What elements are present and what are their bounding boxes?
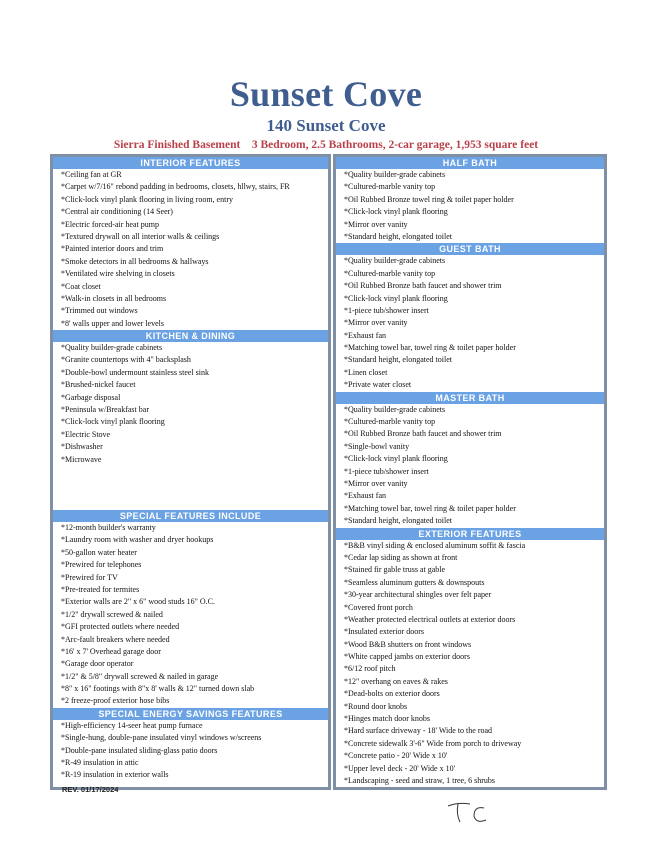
feature-item: *Textured drywall on all interior walls & ceilings [61,231,220,241]
feature-item: *Single-hung, double-pane insulated vinyl windows w/screens [61,733,262,743]
left-features-column [50,154,331,790]
home-summary: Sierra Finished Basement 3 Bedroom, 2.5 Bathrooms, 2-car garage, 1,953 square feet [113,139,539,151]
feature-item: *Standard height, elongated toilet [344,516,452,526]
feature-item: *8' walls upper and lower levels [61,318,164,328]
feature-item: *Oil Rubbed Bronze bath faucet and shower trim [344,281,502,291]
feature-item: *Landscaping - seed and straw, 1 tree, 6 shrubs [344,775,495,785]
right-features-column [333,154,607,790]
feature-item: *Electric forced-air heat pump [61,219,159,229]
feature-item: *Peninsula w/Breakfast bar [61,405,149,415]
feature-item: *Wood B&B shutters on front windows [344,639,472,649]
feature-item: *R-19 insulation in exterior walls [61,770,169,780]
feature-item: *Electric Stove [61,429,111,439]
feature-item: *Quality builder-grade cabinets [344,256,446,266]
section-header: SPECIAL FEATURES INCLUDE [53,510,328,522]
feature-item: *Cedar lap siding as shown at front [344,552,458,562]
feature-item: *Microwave [61,454,102,464]
feature-item: *Oil Rubbed Bronze bath faucet and shower trim [344,429,502,439]
feature-item: *Exterior walls are 2" x 6" wood studs 16" O.C. [61,597,215,607]
feature-item: *Exhaust fan [344,491,386,501]
feature-item: *High-efficiency 14-seer heat pump furnace [61,720,203,730]
feature-item: *Oil Rubbed Bronze towel ring & toilet paper holder [344,194,514,204]
feature-item: *Painted interior doors and trim [61,244,164,254]
page-subtitle: 140 Sunset Cove [266,116,386,135]
feature-item: *Hard surface driveway - 18' Wide to the road [344,726,493,736]
feature-item: *Carpet w/7/16" rebond padding in bedrooms, closets, hllwy, stairs, FR [61,182,290,192]
feature-item: *Mirror over vanity [344,478,408,488]
feature-item: *Standard height, elongated toilet [344,355,452,365]
feature-item: *Standard height, elongated toilet [344,231,452,241]
feature-item: *1-piece tub/shower insert [344,305,429,315]
feature-item: *White capped jambs on exterior doors [344,652,470,662]
feature-item: *Mirror over vanity [344,219,408,229]
feature-item: *Weather protected electrical outlets at exterior doors [344,614,516,624]
feature-item: *Ceiling fan at GR [61,170,122,179]
section-header: HALF BATH [336,157,604,169]
feature-item: *Seamless aluminum gutters & downspouts [344,577,485,587]
feature-item: *Prewired for telephones [61,560,142,570]
feature-item: *R-49 insulation in attic [61,758,139,768]
feature-item: *B&B vinyl siding & enclosed aluminum soffit & fascia [344,540,526,550]
feature-item: *Insulated exterior doors [344,627,424,637]
feature-item: *Click-lock vinyl plank flooring [344,454,448,464]
feature-item: *1-piece tub/shower insert [344,466,429,476]
section-header: SPECIAL ENERGY SAVINGS FEATURES [53,708,328,720]
feature-item: *Single-bowl vanity [344,441,410,451]
feature-item: *8" x 16" footings with 8"x 8' walls & 12" turned down slab [61,684,255,694]
feature-item: *Upper level deck - 20' Wide x 10' [344,763,456,773]
feature-item: *Prewired for TV [61,572,118,582]
page-title: Sunset Cove [229,74,423,114]
feature-item: *Quality builder-grade cabinets [61,343,163,353]
feature-item: *Ventilated wire shelving in closets [61,269,175,279]
feature-item: *Garbage disposal [61,392,121,402]
feature-item: *Matching towel bar, towel ring & toilet paper holder [344,503,516,513]
feature-item: *Brushed-nickel faucet [61,380,136,390]
feature-item: *Hinges match door knobs [344,714,430,724]
feature-item: *Arc-fault breakers where needed [61,634,170,644]
revision-date: REV. 01/17/2024 [62,785,119,794]
feature-item: *Trimmed out windows [61,306,138,316]
feature-item: *Click-lock vinyl plank flooring [61,417,165,427]
feature-item: *Click-lock vinyl plank flooring [344,293,448,303]
feature-item: *2 freeze-proof exterior hose bibs [61,696,170,706]
feature-item: *Granite countertops with 4" backsplash [61,355,191,365]
feature-item: *16' x 7' Overhead garage door [61,646,161,656]
feature-item: *Round door knobs [344,701,408,711]
feature-item: *Laundry room with washer and dryer hookups [61,535,214,545]
feature-item: *12" overhang on eaves & rakes [344,676,448,686]
feature-item: *Mirror over vanity [344,318,408,328]
feature-item: *1/2" drywall screwed & nailed [61,609,163,619]
feature-item: *Linen closet [344,367,388,377]
feature-item: *1/2" & 5/8" drywall screwed & nailed in garage [61,671,219,681]
feature-item: *Covered front porch [344,602,413,612]
feature-item: *Walk-in closets in all bedrooms [61,293,167,303]
feature-item: *Cultured-marble vanity top [344,417,436,427]
feature-item: *Smoke detectors in all bedrooms & hallways [61,256,209,266]
feature-item: *Quality builder-grade cabinets [344,404,446,414]
feature-item: *Pre-treated for termites [61,584,140,594]
feature-item: *Dishwasher [61,442,103,452]
feature-item: *Matching towel bar, towel ring & toilet paper holder [344,343,516,353]
feature-item: *Private water closet [344,380,412,390]
feature-item: *GFI protected outlets where needed [61,622,180,632]
feature-item: *Click-lock vinyl plank flooring in living room, entry [61,194,233,204]
feature-item: *Cultured-marble vanity top [344,182,436,192]
section-header: KITCHEN & DINING [53,330,328,342]
section-header: EXTERIOR FEATURES [336,528,604,540]
signature-initials [440,792,500,832]
feature-item: *12-month builder's warranty [61,522,156,532]
feature-item: *30-year architectural shingles over felt paper [344,590,492,600]
feature-item: *Double-bowl undermount stainless steel sink [61,367,209,377]
feature-item: *Exhaust fan [344,330,386,340]
feature-item: *Concrete sidewalk 3'-6" Wide from porch to driveway [344,738,522,748]
feature-item: *Coat closet [61,281,101,291]
feature-item: *Central air conditioning (14 Seer) [61,207,173,217]
feature-item: *Stained fir gable truss at gable [344,565,446,575]
feature-item: *6/12 roof pitch [344,664,396,674]
feature-item: *Concrete patio - 20' Wide x 10' [344,751,448,761]
feature-item: *Click-lock vinyl plank flooring [344,207,448,217]
feature-item: *Double-pane insulated sliding-glass patio doors [61,745,218,755]
section-header: MASTER BATH [336,392,604,404]
feature-item: *Cultured-marble vanity top [344,268,436,278]
feature-item: *Dead-bolts on exterior doors [344,689,440,699]
feature-item: *Quality builder-grade cabinets [344,170,446,179]
feature-item: *50-gallon water heater [61,547,137,557]
feature-item: *Garage door operator [61,659,134,669]
section-header: INTERIOR FEATURES [53,157,328,169]
section-header: GUEST BATH [336,243,604,255]
